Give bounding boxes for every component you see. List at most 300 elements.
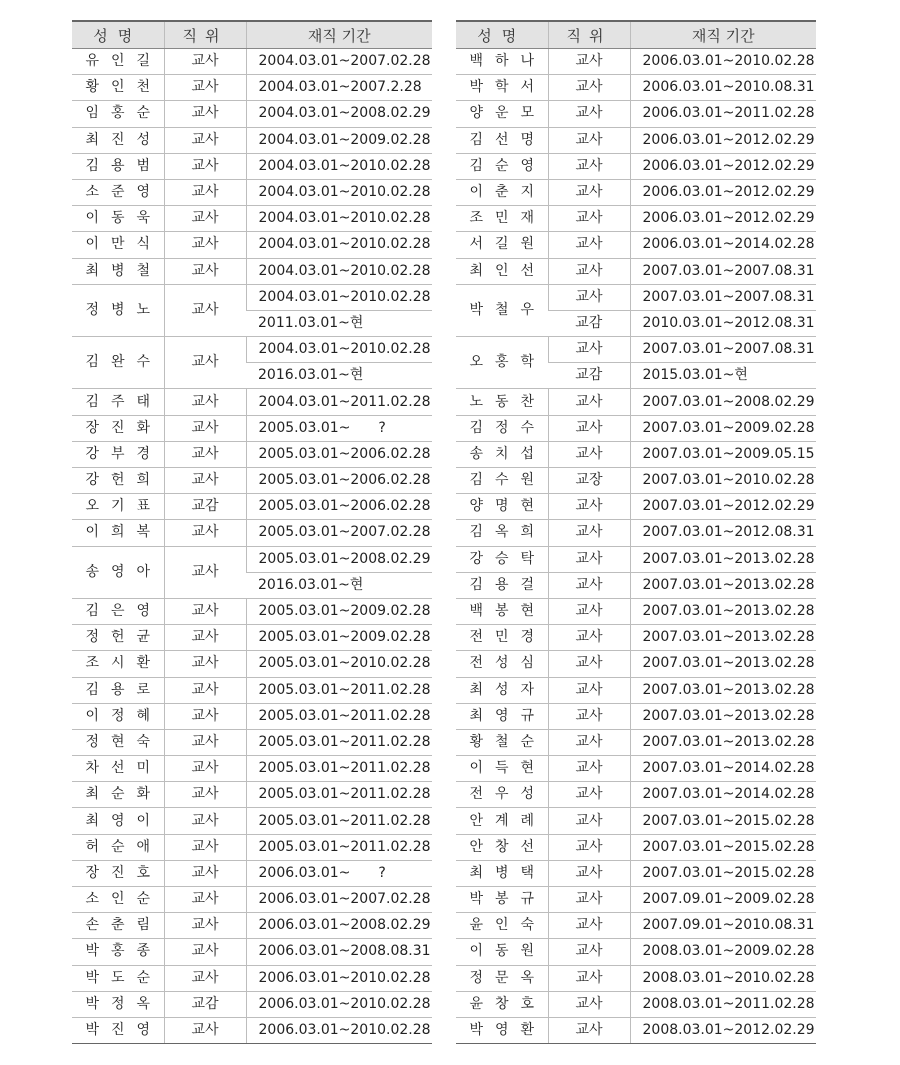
staff-position: 교사 xyxy=(164,1017,246,1043)
staff-position: 교사 xyxy=(164,913,246,939)
staff-period: 2016.03.01~현 xyxy=(246,363,432,389)
staff-period: 2007.03.01~2014.02.28 xyxy=(630,782,816,808)
staff-period: 2007.09.01~2009.02.28 xyxy=(630,887,816,913)
staff-name: 김용범 xyxy=(72,153,164,179)
staff-period: 2005.03.01~2011.02.28 xyxy=(246,677,432,703)
staff-position: 교사 xyxy=(164,965,246,991)
staff-name: 백봉현 xyxy=(456,598,548,624)
staff-period: 2004.03.01~2010.02.28 xyxy=(246,206,432,232)
table-row xyxy=(456,179,816,205)
staff-period: 2005.03.01~2006.02.28 xyxy=(246,441,432,467)
table-row xyxy=(456,468,816,494)
staff-position: 교사 xyxy=(548,703,630,729)
table-row xyxy=(456,808,816,834)
table-row xyxy=(72,1017,432,1043)
table-row xyxy=(456,729,816,755)
staff-position: 교사 xyxy=(164,441,246,467)
staff-period: 2007.03.01~2015.02.28 xyxy=(630,860,816,886)
staff-period: 2004.03.01~2009.02.28 xyxy=(246,127,432,153)
table-row xyxy=(72,284,432,310)
staff-period: 2007.03.01~2009.05.15 xyxy=(630,441,816,467)
table-row xyxy=(72,860,432,886)
staff-position: 교사 xyxy=(548,179,630,205)
staff-name: 송영아 xyxy=(72,546,164,598)
staff-position: 교사 xyxy=(164,887,246,913)
table-row xyxy=(456,101,816,127)
staff-period: 2006.03.01~2010.08.31 xyxy=(630,75,816,101)
staff-position: 교사 xyxy=(164,703,246,729)
staff-position: 교사 xyxy=(548,991,630,1017)
staff-position: 교사 xyxy=(164,468,246,494)
staff-position: 교사 xyxy=(548,415,630,441)
staff-name: 백하나 xyxy=(456,49,548,75)
staff-name: 김용걸 xyxy=(456,572,548,598)
header-period: 재직 기간 xyxy=(630,21,816,49)
staff-name: 안창선 xyxy=(456,834,548,860)
staff-name: 장진화 xyxy=(72,415,164,441)
staff-position: 교사 xyxy=(548,939,630,965)
table-row xyxy=(456,520,816,546)
table-row xyxy=(72,232,432,258)
table-row xyxy=(72,834,432,860)
table-row xyxy=(72,887,432,913)
staff-name: 박홍종 xyxy=(72,939,164,965)
staff-name: 장진호 xyxy=(72,860,164,886)
staff-name: 이춘지 xyxy=(456,179,548,205)
staff-name: 양운모 xyxy=(456,101,548,127)
staff-name: 송치섭 xyxy=(456,441,548,467)
staff-position: 교사 xyxy=(164,546,246,598)
header-period: 재직 기간 xyxy=(246,21,432,49)
staff-position: 교사 xyxy=(548,389,630,415)
staff-position: 교사 xyxy=(548,49,630,75)
staff-position: 교사 xyxy=(548,729,630,755)
staff-period: 2008.03.01~2010.02.28 xyxy=(630,965,816,991)
staff-position: 교사 xyxy=(548,1017,630,1043)
table-row xyxy=(456,153,816,179)
staff-position: 교사 xyxy=(164,389,246,415)
staff-name: 최병철 xyxy=(72,258,164,284)
staff-period: 2008.03.01~2011.02.28 xyxy=(630,991,816,1017)
staff-period: 2006.03.01~2010.02.28 xyxy=(246,965,432,991)
staff-period: 2007.03.01~2007.08.31 xyxy=(630,258,816,284)
staff-period: 2010.03.01~2012.08.31 xyxy=(630,310,816,336)
staff-name: 박도순 xyxy=(72,965,164,991)
table-row xyxy=(456,887,816,913)
staff-position: 교사 xyxy=(164,284,246,336)
staff-period: 2007.03.01~2013.02.28 xyxy=(630,651,816,677)
staff-position: 교사 xyxy=(548,441,630,467)
staff-position: 교사 xyxy=(548,756,630,782)
table-row xyxy=(72,598,432,624)
table-row xyxy=(72,468,432,494)
staff-position: 교사 xyxy=(548,232,630,258)
header-position: 직위 xyxy=(548,21,630,49)
staff-name: 박철우 xyxy=(456,284,548,336)
table-row xyxy=(72,520,432,546)
table-row xyxy=(72,546,432,572)
staff-period: 2005.03.01~2011.02.28 xyxy=(246,729,432,755)
staff-position: 교사 xyxy=(164,75,246,101)
staff-period: 2007.03.01~2013.02.28 xyxy=(630,598,816,624)
staff-position: 교사 xyxy=(548,677,630,703)
table-row xyxy=(456,258,816,284)
table-row xyxy=(72,677,432,703)
table-row xyxy=(72,75,432,101)
staff-name: 최병택 xyxy=(456,860,548,886)
staff-position: 교사 xyxy=(164,756,246,782)
staff-period: 2005.03.01~2010.02.28 xyxy=(246,651,432,677)
staff-period: 2007.09.01~2010.08.31 xyxy=(630,913,816,939)
staff-position: 교사 xyxy=(164,127,246,153)
staff-position: 교사 xyxy=(164,179,246,205)
table-row xyxy=(72,127,432,153)
staff-name: 서길원 xyxy=(456,232,548,258)
table-row xyxy=(72,756,432,782)
staff-position: 교사 xyxy=(548,572,630,598)
table-row xyxy=(72,651,432,677)
staff-name: 정헌균 xyxy=(72,625,164,651)
staff-period: 2005.03.01~2011.02.28 xyxy=(246,782,432,808)
table-row xyxy=(456,389,816,415)
staff-name: 손춘림 xyxy=(72,913,164,939)
staff-name: 오기표 xyxy=(72,494,164,520)
staff-position: 교감 xyxy=(548,310,630,336)
table-row xyxy=(456,598,816,624)
staff-name: 김완수 xyxy=(72,337,164,389)
staff-period: 2007.03.01~2013.02.28 xyxy=(630,546,816,572)
staff-position: 교사 xyxy=(164,337,246,389)
table-row xyxy=(456,756,816,782)
staff-period: 2006.03.01~ ? xyxy=(246,860,432,886)
staff-name: 최인선 xyxy=(456,258,548,284)
table-row xyxy=(456,939,816,965)
table-row xyxy=(456,206,816,232)
table-row xyxy=(456,625,816,651)
staff-name: 최영규 xyxy=(456,703,548,729)
table-row xyxy=(456,494,816,520)
staff-period: 2007.03.01~2009.02.28 xyxy=(630,415,816,441)
staff-period: 2005.03.01~2011.02.28 xyxy=(246,808,432,834)
staff-position: 교사 xyxy=(164,598,246,624)
staff-name: 황인천 xyxy=(72,75,164,101)
staff-period: 2005.03.01~2006.02.28 xyxy=(246,468,432,494)
staff-name: 최영이 xyxy=(72,808,164,834)
staff-position: 교사 xyxy=(548,860,630,886)
staff-position: 교사 xyxy=(548,337,630,363)
staff-period: 2004.03.01~2010.02.28 xyxy=(246,153,432,179)
staff-position: 교사 xyxy=(164,782,246,808)
staff-period: 2004.03.01~2010.02.28 xyxy=(246,337,432,363)
staff-period: 2007.03.01~2007.08.31 xyxy=(630,284,816,310)
staff-period: 2004.03.01~2008.02.29 xyxy=(246,101,432,127)
staff-period: 2007.03.01~2010.02.28 xyxy=(630,468,816,494)
staff-name: 이만식 xyxy=(72,232,164,258)
staff-name: 전성심 xyxy=(456,651,548,677)
staff-period: 2007.03.01~2012.08.31 xyxy=(630,520,816,546)
staff-name: 최성자 xyxy=(456,677,548,703)
header-position: 직위 xyxy=(164,21,246,49)
staff-period: 2006.03.01~2014.02.28 xyxy=(630,232,816,258)
staff-position: 교사 xyxy=(164,206,246,232)
staff-name: 강승탁 xyxy=(456,546,548,572)
staff-name: 이희복 xyxy=(72,520,164,546)
staff-period: 2008.03.01~2012.02.29 xyxy=(630,1017,816,1043)
staff-position: 교사 xyxy=(164,808,246,834)
staff-period: 2004.03.01~2010.02.28 xyxy=(246,232,432,258)
staff-period: 2005.03.01~2006.02.28 xyxy=(246,494,432,520)
staff-period: 2006.03.01~2010.02.28 xyxy=(246,991,432,1017)
staff-position: 교감 xyxy=(164,991,246,1017)
table-body xyxy=(72,49,432,1044)
staff-period: 2007.03.01~2014.02.28 xyxy=(630,756,816,782)
staff-period: 2004.03.01~2007.2.28 xyxy=(246,75,432,101)
staff-position: 교사 xyxy=(548,965,630,991)
staff-position: 교사 xyxy=(164,625,246,651)
staff-name: 강부경 xyxy=(72,441,164,467)
table-row xyxy=(72,965,432,991)
staff-name: 임홍순 xyxy=(72,101,164,127)
staff-period: 2005.03.01~2011.02.28 xyxy=(246,834,432,860)
staff-name: 윤인숙 xyxy=(456,913,548,939)
staff-period: 2004.03.01~2007.02.28 xyxy=(246,49,432,75)
staff-name: 전민경 xyxy=(456,625,548,651)
table-row xyxy=(72,441,432,467)
staff-position: 교장 xyxy=(548,468,630,494)
table-row xyxy=(72,179,432,205)
staff-position: 교사 xyxy=(548,75,630,101)
staff-name: 양명현 xyxy=(456,494,548,520)
staff-name: 이정혜 xyxy=(72,703,164,729)
staff-name: 정병노 xyxy=(72,284,164,336)
staff-position: 교사 xyxy=(164,860,246,886)
staff-period: 2007.03.01~2012.02.29 xyxy=(630,494,816,520)
staff-position: 교사 xyxy=(548,284,630,310)
staff-period: 2007.03.01~2015.02.28 xyxy=(630,834,816,860)
table-row xyxy=(456,703,816,729)
staff-name: 정현숙 xyxy=(72,729,164,755)
staff-period: 2004.03.01~2010.02.28 xyxy=(246,179,432,205)
staff-period: 2006.03.01~2008.02.29 xyxy=(246,913,432,939)
staff-position: 교사 xyxy=(548,782,630,808)
staff-name: 오홍학 xyxy=(456,337,548,389)
table-row xyxy=(456,651,816,677)
staff-position: 교사 xyxy=(548,206,630,232)
table-row xyxy=(72,415,432,441)
staff-name: 김옥희 xyxy=(456,520,548,546)
table-row xyxy=(72,337,432,363)
table-row xyxy=(456,782,816,808)
staff-name: 김선명 xyxy=(456,127,548,153)
staff-table-left xyxy=(72,20,432,1044)
table-row xyxy=(72,913,432,939)
table-row xyxy=(456,337,816,363)
staff-name: 김정수 xyxy=(456,415,548,441)
table-row xyxy=(456,415,816,441)
staff-name: 윤창호 xyxy=(456,991,548,1017)
staff-name: 최순화 xyxy=(72,782,164,808)
staff-period: 2007.03.01~2013.02.28 xyxy=(630,625,816,651)
staff-name: 최진성 xyxy=(72,127,164,153)
staff-period: 2006.03.01~2007.02.28 xyxy=(246,887,432,913)
staff-position: 교사 xyxy=(548,520,630,546)
staff-name: 차선미 xyxy=(72,756,164,782)
staff-position: 교사 xyxy=(548,101,630,127)
staff-position: 교사 xyxy=(548,887,630,913)
staff-period: 2005.03.01~2007.02.28 xyxy=(246,520,432,546)
table-row xyxy=(456,1017,816,1043)
staff-period: 2007.03.01~2015.02.28 xyxy=(630,808,816,834)
table-row xyxy=(456,127,816,153)
table-row xyxy=(72,703,432,729)
staff-period: 2004.03.01~2010.02.28 xyxy=(246,258,432,284)
staff-position: 교사 xyxy=(164,651,246,677)
staff-name: 허순애 xyxy=(72,834,164,860)
table-row xyxy=(72,782,432,808)
staff-name: 김수원 xyxy=(456,468,548,494)
table-row xyxy=(456,232,816,258)
table-row xyxy=(456,860,816,886)
staff-tables xyxy=(72,20,816,1044)
header-name: 성명 xyxy=(72,21,164,49)
staff-period: 2005.03.01~2009.02.28 xyxy=(246,625,432,651)
staff-name: 노동찬 xyxy=(456,389,548,415)
staff-name: 조시환 xyxy=(72,651,164,677)
table-row xyxy=(72,939,432,965)
table-body xyxy=(456,49,816,1044)
staff-position: 교사 xyxy=(164,49,246,75)
staff-position: 교감 xyxy=(164,494,246,520)
staff-period: 2004.03.01~2010.02.28 xyxy=(246,284,432,310)
staff-period: 2007.03.01~2013.02.28 xyxy=(630,677,816,703)
table-row xyxy=(72,729,432,755)
staff-name: 소인순 xyxy=(72,887,164,913)
staff-position: 교사 xyxy=(548,625,630,651)
table-row xyxy=(456,49,816,75)
staff-name: 강헌희 xyxy=(72,468,164,494)
table-row xyxy=(456,441,816,467)
staff-period: 2015.03.01~현 xyxy=(630,363,816,389)
staff-period: 2006.03.01~2012.02.29 xyxy=(630,153,816,179)
staff-period: 2006.03.01~2012.02.29 xyxy=(630,206,816,232)
staff-name: 황철순 xyxy=(456,729,548,755)
staff-period: 2006.03.01~2012.02.29 xyxy=(630,179,816,205)
table-row xyxy=(456,834,816,860)
staff-name: 김순영 xyxy=(456,153,548,179)
staff-period: 2007.03.01~2007.08.31 xyxy=(630,337,816,363)
staff-position: 교사 xyxy=(164,232,246,258)
staff-position: 교사 xyxy=(548,808,630,834)
staff-name: 조민재 xyxy=(456,206,548,232)
staff-position: 교사 xyxy=(548,913,630,939)
staff-position: 교사 xyxy=(548,127,630,153)
staff-position: 교사 xyxy=(548,598,630,624)
staff-name: 김은영 xyxy=(72,598,164,624)
staff-name: 전우성 xyxy=(456,782,548,808)
staff-period: 2006.03.01~2010.02.28 xyxy=(630,49,816,75)
staff-position: 교사 xyxy=(548,258,630,284)
staff-name: 이동원 xyxy=(456,939,548,965)
staff-position: 교사 xyxy=(548,153,630,179)
staff-position: 교사 xyxy=(164,729,246,755)
staff-period: 2005.03.01~2009.02.28 xyxy=(246,598,432,624)
table-row xyxy=(456,913,816,939)
staff-period: 2005.03.01~2008.02.29 xyxy=(246,546,432,572)
staff-period: 2007.03.01~2013.02.28 xyxy=(630,572,816,598)
staff-name: 박정옥 xyxy=(72,991,164,1017)
table-row xyxy=(72,389,432,415)
staff-period: 2006.03.01~2011.02.28 xyxy=(630,101,816,127)
staff-period: 2006.03.01~2008.08.31 xyxy=(246,939,432,965)
staff-position: 교사 xyxy=(548,834,630,860)
staff-period: 2005.03.01~2011.02.28 xyxy=(246,756,432,782)
staff-name: 이득현 xyxy=(456,756,548,782)
staff-position: 교사 xyxy=(164,258,246,284)
staff-position: 교사 xyxy=(164,520,246,546)
staff-name: 박학서 xyxy=(456,75,548,101)
staff-position: 교감 xyxy=(548,363,630,389)
staff-name: 소준영 xyxy=(72,179,164,205)
table-row xyxy=(456,284,816,310)
staff-period: 2007.03.01~2013.02.28 xyxy=(630,703,816,729)
staff-position: 교사 xyxy=(548,546,630,572)
table-row xyxy=(456,677,816,703)
staff-period: 2005.03.01~ ? xyxy=(246,415,432,441)
table-row xyxy=(72,101,432,127)
staff-position: 교사 xyxy=(164,834,246,860)
staff-position: 교사 xyxy=(164,101,246,127)
staff-table-right xyxy=(456,20,816,1044)
staff-name: 김주태 xyxy=(72,389,164,415)
staff-name: 이동욱 xyxy=(72,206,164,232)
staff-period: 2008.03.01~2009.02.28 xyxy=(630,939,816,965)
header-row xyxy=(72,21,432,49)
staff-period: 2007.03.01~2008.02.29 xyxy=(630,389,816,415)
staff-period: 2006.03.01~2010.02.28 xyxy=(246,1017,432,1043)
table-row xyxy=(456,965,816,991)
table-row xyxy=(72,991,432,1017)
table-row xyxy=(456,75,816,101)
header-row xyxy=(456,21,816,49)
staff-name: 유인길 xyxy=(72,49,164,75)
staff-period: 2007.03.01~2013.02.28 xyxy=(630,729,816,755)
staff-name: 안계례 xyxy=(456,808,548,834)
staff-name: 박봉규 xyxy=(456,887,548,913)
staff-name: 박진영 xyxy=(72,1017,164,1043)
staff-position: 교사 xyxy=(164,415,246,441)
staff-position: 교사 xyxy=(548,651,630,677)
table-row xyxy=(72,49,432,75)
table-row xyxy=(72,258,432,284)
table-row xyxy=(72,808,432,834)
table-row xyxy=(72,625,432,651)
table-row xyxy=(456,572,816,598)
staff-period: 2004.03.01~2011.02.28 xyxy=(246,389,432,415)
staff-name: 정문옥 xyxy=(456,965,548,991)
staff-position: 교사 xyxy=(164,153,246,179)
staff-period: 2011.03.01~현 xyxy=(246,310,432,336)
staff-period: 2016.03.01~현 xyxy=(246,572,432,598)
table-row xyxy=(456,546,816,572)
staff-position: 교사 xyxy=(548,494,630,520)
staff-period: 2005.03.01~2011.02.28 xyxy=(246,703,432,729)
staff-name: 김용로 xyxy=(72,677,164,703)
staff-name: 박영환 xyxy=(456,1017,548,1043)
staff-position: 교사 xyxy=(164,939,246,965)
staff-period: 2006.03.01~2012.02.29 xyxy=(630,127,816,153)
staff-position: 교사 xyxy=(164,677,246,703)
table-row xyxy=(456,991,816,1017)
